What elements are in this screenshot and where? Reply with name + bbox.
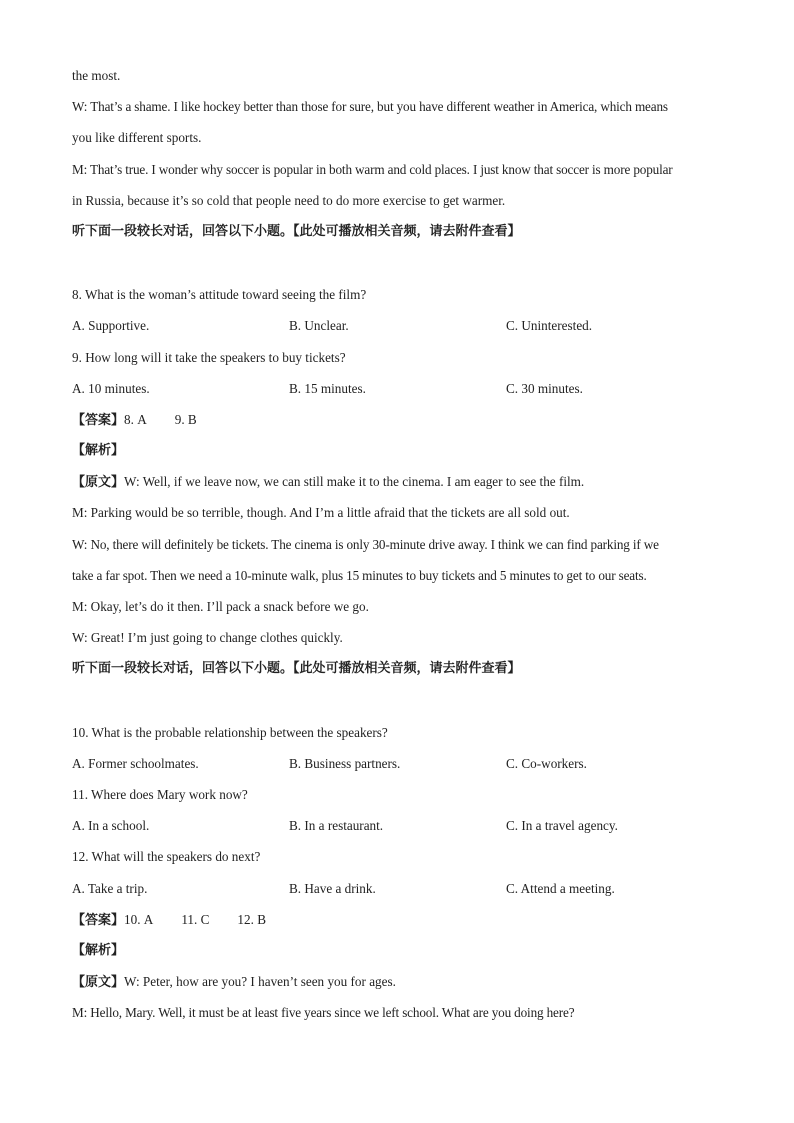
option-b: B. 15 minutes.: [289, 380, 366, 396]
transcript-line: W: That’s a shame. I like hockey better than those for sure, but you have different weather in America, which means: [72, 99, 668, 115]
option-a: A. Former schoolmates.: [72, 755, 199, 771]
option-c: C. Co-workers.: [506, 755, 587, 771]
listening-instruction: 听下面一段较长对话，回答以下小题。【此处可播放相关音频，请去附件查看】: [72, 661, 521, 677]
answer-value: 9. B: [174, 411, 197, 427]
option-b: B. Business partners.: [289, 755, 401, 771]
transcript-line: W: No, there will definitely be tickets. The cinema is only 30-minute drive away. I think we can find parking if we: [72, 536, 659, 552]
option-b: B. Have a drink.: [289, 880, 376, 896]
option-a: A. In a school.: [72, 818, 150, 834]
analysis-tag: 【解析】: [72, 942, 125, 958]
spacer: [72, 249, 727, 281]
transcript-line: take a far spot. Then we need a 10-minute walk, plus 15 minutes to buy tickets and 5 minutes to get to our seats.: [72, 567, 647, 583]
option-b: B. In a restaurant.: [289, 818, 384, 834]
option-a: A. Take a trip.: [72, 880, 148, 896]
question-11: 11. Where does Mary work now?: [72, 786, 248, 802]
transcript-line: M: Parking would be so terrible, though. And I’m a little afraid that the tickets are all sold out.: [72, 505, 570, 521]
transcript-line: you like different sports.: [72, 130, 202, 146]
transcript-line: W: Great! I’m just going to change clothes quickly.: [72, 630, 343, 646]
question-8-options: [72, 312, 727, 343]
transcript-line: M: Okay, let’s do it then. I’ll pack a snack before we go.: [72, 599, 369, 614]
question-11-options: [72, 812, 727, 843]
option-a: A. Supportive.: [72, 318, 150, 334]
original-tag: 【原文】: [72, 975, 125, 991]
answer-value: 11. C: [181, 911, 210, 927]
answer-value: 10. A: [124, 911, 154, 927]
transcript-line: [72, 468, 727, 499]
document-page: [72, 62, 727, 1030]
question-9-options: [72, 375, 727, 406]
answer-tag: 【答案】: [72, 912, 125, 928]
original-tag: 【原文】: [72, 475, 125, 491]
option-a: A. 10 minutes.: [72, 380, 150, 396]
question-8: 8. What is the woman’s attitude toward seeing the film?: [72, 287, 367, 303]
option-c: C. In a travel agency.: [506, 818, 618, 834]
question-9: 9. How long will it take the speakers to buy tickets?: [72, 349, 346, 365]
answer-value: 12. B: [237, 911, 266, 927]
spacer: [72, 687, 727, 719]
question-10-options: [72, 750, 727, 781]
answer-tag: 【答案】: [72, 412, 125, 428]
answer-line: [72, 406, 727, 437]
analysis-tag: 【解析】: [72, 443, 125, 459]
answer-line: [72, 906, 727, 937]
transcript-line: [72, 968, 727, 999]
transcript-text: W: Well, if we leave now, we can still make it to the cinema. I am eager to see the film.: [124, 474, 585, 490]
transcript-line: M: Hello, Mary. Well, it must be at least five years since we left school. What are you doing here?: [72, 1005, 575, 1021]
option-c: C. 30 minutes.: [506, 380, 583, 396]
option-c: C. Attend a meeting.: [506, 880, 615, 896]
listening-instruction: 听下面一段较长对话，回答以下小题。【此处可播放相关音频，请去附件查看】: [72, 223, 521, 239]
question-10: 10. What is the probable relationship between the speakers?: [72, 724, 388, 740]
transcript-line: in Russia, because it’s so cold that people need to do more exercise to get warmer.: [72, 192, 506, 208]
transcript-line: the most.: [72, 68, 121, 83]
question-12: 12. What will the speakers do next?: [72, 849, 261, 865]
transcript-text: W: Peter, how are you? I haven’t seen you for ages.: [124, 974, 396, 990]
question-12-options: [72, 875, 727, 906]
option-b: B. Unclear.: [289, 318, 349, 334]
answer-value: 8. A: [124, 411, 147, 427]
transcript-line: M: That’s true. I wonder why soccer is popular in both warm and cold places. I just know that soccer is more popular: [72, 161, 673, 177]
option-c: C. Uninterested.: [506, 318, 593, 334]
